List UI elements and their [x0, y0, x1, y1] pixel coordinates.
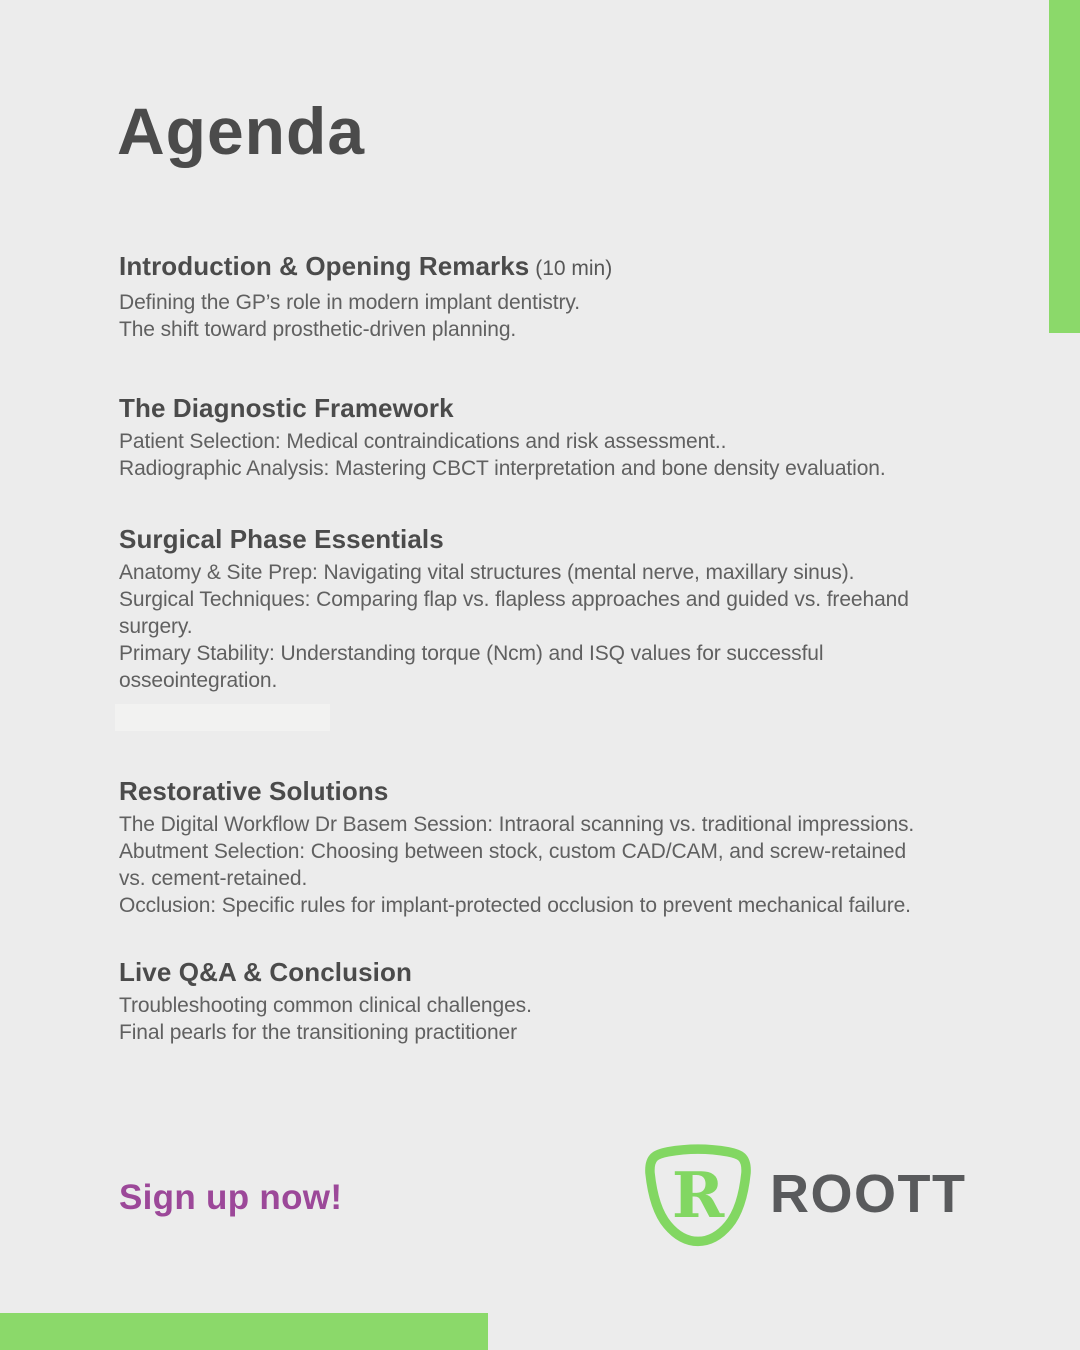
agenda-sections [119, 250, 999, 1046]
agenda-section [119, 775, 999, 919]
roott-shield-letter: R [671, 1158, 725, 1232]
green-bar-top-right [1049, 0, 1080, 333]
agenda-section [119, 392, 999, 482]
section-body [119, 811, 999, 919]
section-line: Surgical Techniques: Comparing flap vs. flapless approaches and guided vs. freehand [119, 588, 909, 611]
section-line: Radiographic Analysis: Mastering CBCT interpretation and bone density evaluation. [119, 457, 886, 480]
section-body [119, 289, 999, 343]
faded-text-artifact [115, 704, 330, 731]
section-line: surgery. [119, 615, 193, 638]
section-line: Final pearls for the transitioning practitioner [119, 1021, 518, 1044]
green-bar-bottom-left [0, 1313, 488, 1350]
section-line: Anatomy & Site Prep: Navigating vital structures (mental nerve, maxillary sinus). [119, 561, 855, 584]
section-duration: (10 min) [529, 257, 613, 280]
section-heading: Introduction & Opening Remarks (10 min) [119, 251, 613, 281]
section-line: Abutment Selection: Choosing between stock, custom CAD/CAM, and screw-retained [119, 840, 907, 863]
section-line: Primary Stability: Understanding torque (Ncm) and ISQ values for successful [119, 642, 824, 665]
section-line: Occlusion: Specific rules for implant-protected occlusion to prevent mechanical failure. [119, 894, 911, 917]
agenda-section [119, 250, 999, 343]
section-line: The shift toward prosthetic-driven planning. [119, 318, 517, 341]
agenda-section [119, 523, 999, 694]
page-title: Agenda [117, 94, 366, 168]
roott-shield-icon [641, 1144, 755, 1247]
section-line: The Digital Workflow Dr Basem Session: Intraoral scanning vs. traditional impressions. [119, 813, 915, 836]
brand-logo [641, 1144, 966, 1247]
section-body [119, 559, 999, 694]
section-body [119, 992, 999, 1046]
section-line: osseointegration. [119, 669, 278, 692]
section-line: Patient Selection: Medical contraindications and risk assessment.. [119, 430, 727, 453]
section-body [119, 428, 999, 482]
brand-name: ROOTT [770, 1163, 967, 1224]
section-heading: Live Q&A & Conclusion [119, 957, 412, 987]
section-heading: Restorative Solutions [119, 776, 389, 806]
section-heading: Surgical Phase Essentials [119, 524, 444, 554]
section-line: vs. cement-retained. [119, 867, 308, 890]
section-line: Troubleshooting common clinical challenges. [119, 994, 532, 1017]
agenda-section [119, 956, 999, 1046]
section-heading: The Diagnostic Framework [119, 393, 454, 423]
section-line: Defining the GP’s role in modern implant dentistry. [119, 291, 581, 314]
sign-up-cta: Sign up now! [119, 1178, 343, 1217]
